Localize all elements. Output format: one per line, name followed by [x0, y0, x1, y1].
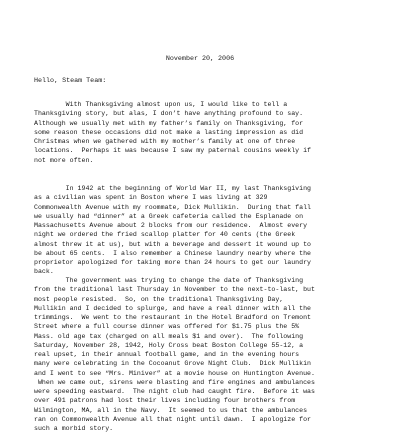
- text-line: In 1942 at the beginning of World War II, my last Thanksgiving: [34, 185, 311, 192]
- text-line: Mass. old age tax (charged on all meals $1 and over). The following: [34, 332, 304, 340]
- text-line: over 491 patrons had lost their lives including four brothers from: [34, 397, 296, 405]
- text-line: such a morbid story.: [34, 425, 114, 432]
- text-line: back.: [34, 268, 54, 276]
- text-line: Commonwealth Avenue with my roommate, Dick Mullikin. During that fall: [34, 203, 311, 211]
- text-line: were speeding eastward. The night club had caught fire. Before it was: [34, 388, 315, 395]
- text-line: locations. Perhaps it was because I saw my paternal cousins weekly if: [34, 147, 311, 155]
- text-line: many were celebrating in the Cocoanut Grove Night Club. Dick Mullikin: [34, 360, 311, 368]
- text-line: With Thanksgiving almost upon us, I would like to tell a: [34, 101, 288, 108]
- text-line: from the traditional last Thursday in November to the next-to-last, but: [34, 286, 315, 294]
- text-line: The government was trying to change the date of Thanksgiving: [34, 277, 304, 284]
- letter-date: November 20, 2006: [165, 55, 235, 63]
- text-line: Saturday, November 28, 1942, Holy Cross beat Boston College 55-12, a: [34, 341, 304, 349]
- paragraph-thanksgiving-intro: [34, 100, 378, 165]
- letter-greeting: Hello, Steam Team:: [34, 77, 107, 85]
- text-line: When we came out, sirens were blasting and fire engines and ambulances: [34, 378, 315, 386]
- text-line: almost threw it at us), but with a beverage and dessert it wound up to: [34, 240, 311, 248]
- text-line: proprietor apologized for taking more than 24 hours to get our laundry: [34, 259, 311, 266]
- text-line: we usually had “dinner” at a Greek cafeteria called the Esplanade on: [34, 212, 304, 220]
- text-line: as a civilian was spent in Boston where I was living at 329: [34, 194, 268, 202]
- text-line: most people resisted. So, on the traditional Thanksgiving Day,: [34, 295, 284, 303]
- paragraph-boston-1942: [34, 184, 378, 277]
- paragraph-government-thanksgiving: [34, 276, 378, 433]
- text-line: night we ordered the fried scallop platter for 40 cents (the Greek: [34, 231, 296, 239]
- text-line: Christmas when we gathered with my mother’s family at one of three: [34, 138, 296, 145]
- text-line: real upset, in their annual football game, and in the evening hours: [34, 351, 300, 358]
- text-line: Thanksgiving story, but alas, I don’t have anything profound to say.: [34, 110, 304, 118]
- text-line: Although we usually met with my father’s family on Thanksgiving, for: [34, 119, 304, 127]
- text-line: and I went to see “Mrs. Miniver” at a movie house on Huntington Avenue.: [34, 369, 315, 377]
- text-line: trimmings. We went to the restaurant in the Hotel Bradford on Tremont: [34, 314, 311, 321]
- text-line: Wilmington, MA, all in the Navy. It seemed to us that the ambulances: [34, 406, 308, 414]
- text-line: some reason these occasions did not make a lasting impression as did: [34, 128, 304, 136]
- text-line: Mullikin and I decided to splurge, and have a real dinner with all the: [34, 304, 311, 312]
- text-line: ran on Commonwealth Avenue all that night until dawn. I apologize for: [34, 415, 311, 423]
- text-line: Massachusetts Avenue about 2 blocks from our residence. Almost every: [34, 222, 308, 229]
- text-line: not more often.: [34, 156, 94, 164]
- text-line: be about 65 cents. I also remember a Chinese laundry nearby where the: [34, 249, 311, 257]
- text-line: Street where a full course dinner was offered for $1.75 plus the 5%: [34, 323, 300, 331]
